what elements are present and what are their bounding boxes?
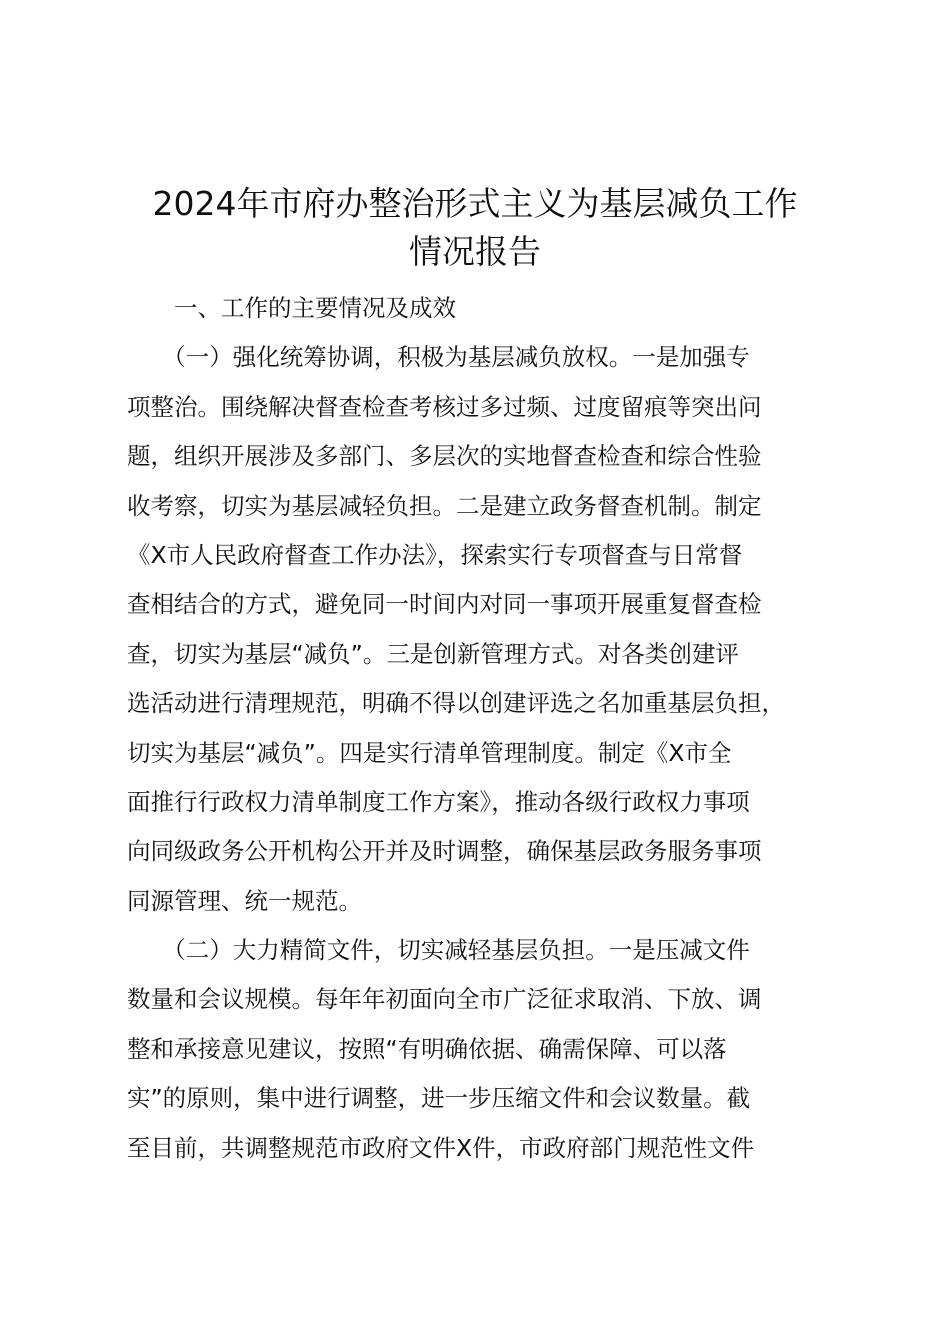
paragraph-line: 至目前，共调整规范市政府文件X件，市政府部门规范性文件 xyxy=(127,1133,755,1162)
paragraph-line: 实”的原则，集中进行调整，进一步压缩文件和会议数量。截 xyxy=(127,1084,751,1113)
paragraph-line: 《X市人民政府督查工作办法》，探索实行专项督查与日常督 xyxy=(127,540,743,569)
paragraph-line: 收考察，切实为基层减轻负担。二是建立政务督查机制。制定 xyxy=(127,491,762,520)
paragraph-line: 向同级政务公开机构公开并及时调整，确保基层政务服务事项 xyxy=(127,837,762,866)
document-body xyxy=(127,284,847,1173)
document-title xyxy=(80,180,870,276)
paragraph-line: 同源管理、统一规范。 xyxy=(127,886,362,915)
title-line: 情况报告 xyxy=(409,232,541,271)
paragraph-line: 题，组织开展涉及多部门、多层次的实地督查检查和综合性验 xyxy=(127,442,762,471)
paragraph-line: 项整治。围绕解决督查检查考核过多过频、过度留痕等突出问 xyxy=(127,392,762,421)
paragraph-line: （二）大力精简文件，切实减轻基层负担。一是压减文件 xyxy=(127,936,750,965)
paragraph-line: 切实为基层“减负”。四是实行清单管理制度。制定《X市全 xyxy=(127,738,732,767)
paragraph-line: 查相结合的方式，避免同一时间内对同一事项开展重复督查检 xyxy=(127,590,762,619)
paragraph-line: 数量和会议规模。每年年初面向全市广泛征求取消、下放、调 xyxy=(127,985,762,1014)
paragraph-line: 整和承接意见建议，按照“有明确依据、确需保障、可以落 xyxy=(127,1034,727,1063)
paragraph-line: （一）强化统筹协调，积极为基层减负放权。一是加强专 xyxy=(127,343,750,372)
paragraph-line: 选活动进行清理规范，明确不得以创建评选之名加重基层负担， xyxy=(127,689,785,718)
paragraph-line: 面推行行政权力清单制度工作方案》，推动各级行政权力事项 xyxy=(127,787,750,816)
paragraph-line: 查，切实为基层“减负”。三是创新管理方式。对各类创建评 xyxy=(127,639,739,668)
title-line: 2024年市府办整治形式主义为基层减负工作 xyxy=(152,184,798,223)
section-heading: 一、工作的主要情况及成效 xyxy=(127,294,456,322)
